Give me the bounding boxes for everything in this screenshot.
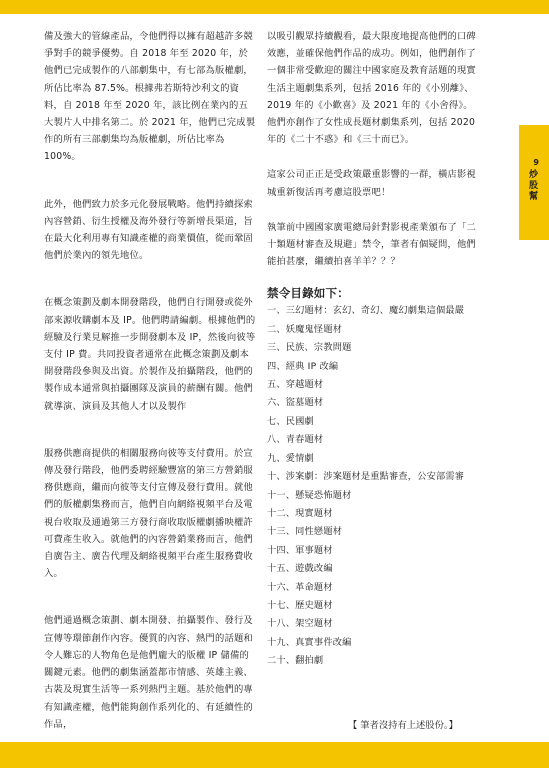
list-item: 四、經典 IP 改編	[267, 360, 339, 372]
paragraph: 這家公司正正是受政策嚴重影響的一群，橫店影視城重新復活再考慮這股票吧！	[267, 169, 476, 198]
list-item: 十三、同性戀題材	[267, 526, 343, 538]
list-item: 七、民國劇	[267, 415, 314, 427]
list-item: 八、青春題材	[267, 434, 324, 446]
list-item: 三、民族、宗教問題	[267, 342, 352, 354]
paragraph: 他們通過概念策劃、劇本開發、拍攝製作、發行及宣傳等環節創作內容。優質的內容、熱門的話題和令人難忘的人物角色是他們龐大的版權 IP 儲備的關鍵元素。他們的劇集涵蓋都市情感、英雄主義、古裝及現實生活等一系列熱門主題。基於他們的專有知識產權，他們能夠創作系列化的、有延續性的作品，	[44, 615, 253, 730]
list-item: 一、三幻題材：玄幻、奇幻、魔幻劇集這個最嚴	[267, 305, 465, 317]
list-item: 六、盜墓題材	[267, 397, 324, 409]
list-item: 九、愛情劇	[267, 452, 314, 464]
list-item: 十一、懸疑恐怖題材	[267, 489, 352, 501]
list-item: 十五、遊戲改編	[267, 563, 333, 575]
list-item: 十二、現實題材	[267, 507, 333, 519]
paragraph: 服務供應商提供的相關服務向彼等支付費用。於宣傳及發行階段，他們委聘經驗豐富的第三方營銷服務供應商，繼而向彼等支付宣傳及發行費用。就他們的版權劇集務而言，他們自向網絡視頻平台及電視台收取及通過第三方發行商收取版權劇播映權許可費產生收入。就他們的內容營銷業務而言，他們自廣告主、廣告代理及網絡視頻平台產生服務費收入。	[44, 447, 253, 580]
list-item: 十、涉案劇：涉案題材是重點審查，公安部需審	[267, 471, 465, 483]
list-item: 十四、軍事題材	[267, 544, 333, 556]
list-item: 十九、真實事件改編	[267, 636, 352, 648]
right-column	[267, 28, 481, 671]
top-color-band	[0, 0, 549, 14]
bottom-color-band	[0, 742, 549, 768]
disclaimer-note: 【 筆者沒持有上述股份。】	[348, 720, 458, 731]
list-item: 五、穿越題材	[267, 379, 324, 391]
paragraph: 在概念策劃及劇本開發階段，他們自行開發或從外部來源收購劇本及 IP。他們聘請編劇。根據他們的經驗及行業見解推一步開發劇本及 IP，然後向彼等支付 IP 費。共同投資者通常在此概念策劃及劇本開發階段參與及出資。於製作及拍攝階段，他們的製作成本通常與拍攝團隊及演員的薪酬有關。他們就導演、演員及其他人才以及製作	[44, 297, 256, 412]
page-number: 9	[533, 158, 539, 167]
left-column	[44, 28, 256, 733]
paragraph: 以吸引觀眾持續觀看，最大限度地提高他們的口碑效應，並確保他們作品的成功。例如，他們創作了一個非常受歡迎的關注中國家庭及教育話題的現實生活主題劇集系列，包括 2016 年的《小別離》、2019 年的《小歡喜》及 2021 年的《小舍得》。他們亦創作了女性成長題材劇集系列，包括 2020 年的《二十不惑》和《三十而已》。	[267, 31, 476, 146]
paragraph: 備及強大的管線產品，令他們得以擁有超越許多競爭對手的競爭優勢。自 2018 年至 2020 年，於他們已完成製作的八部劇集中，有七部為版權劇，所佔比率為 87.5%。根據弗若斯特沙利文的資料，自 2018 年至 2020 年，該比例在業內的五大製片人中排名第二。於 2021 年，他們已完成製作的所有三部劇集均為版權劇，所佔比率為 100%。	[44, 31, 256, 163]
list-item: 二十、翻拍劇	[267, 655, 324, 667]
list-item: 二、妖魔鬼怪題材	[267, 323, 343, 335]
section-label: 炒股幫	[529, 170, 539, 202]
list-item: 十六、革命題材	[267, 581, 333, 593]
paragraph: 執筆前中國國家廣電總局針對影視產業頒布了「二十類題材審查及規避」禁令，筆者有個疑問，他們能拍甚麼，繼續拍喜羊羊？？？	[267, 221, 476, 268]
ban-list-title: 禁令目錄如下：	[267, 286, 349, 301]
list-item: 十七、歷史題材	[267, 599, 333, 611]
paragraph: 此外，他們致力於多元化發展戰略。他們持續探索內容營銷、衍生授權及海外發行等新增長渠道，旨在最大化利用專有知識產權的商業價值，從而鞏固他們於業內的領先地位。	[44, 198, 253, 262]
ban-list	[267, 302, 481, 670]
list-item: 十八、架空題材	[267, 618, 333, 630]
